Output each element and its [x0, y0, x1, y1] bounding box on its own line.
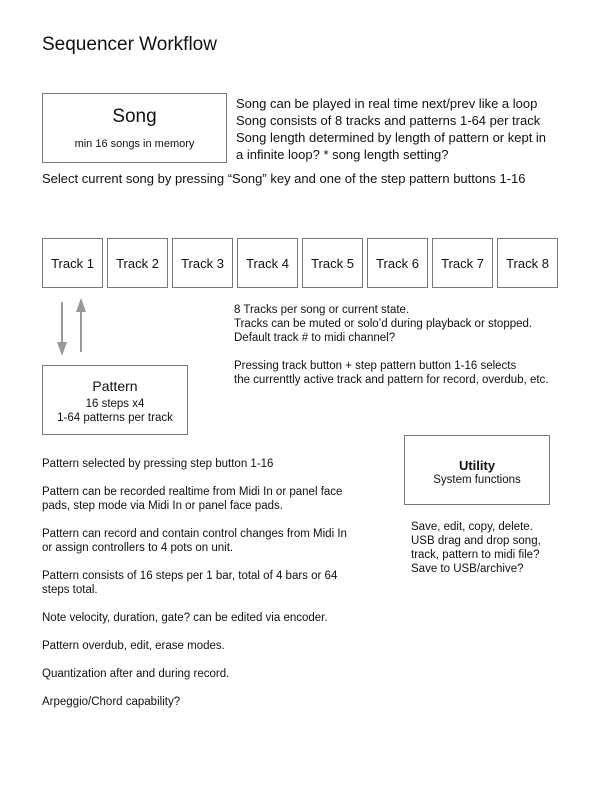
track-2-box: Track 2 — [107, 238, 168, 288]
track-8-box: Track 8 — [497, 238, 558, 288]
pattern-note: Pattern overdub, edit, erase modes. — [42, 640, 225, 652]
pattern-note: Pattern selected by pressing step button 1-16 — [42, 458, 274, 470]
track-note: Pressing track button + step pattern button 1-16 selects — [234, 360, 517, 372]
utility-note: USB drag and drop song, — [411, 535, 541, 547]
song-title: Song — [112, 106, 157, 127]
pattern-note: Pattern can record and contain control changes from Midi In or assign controllers to 4 pots on unit. — [42, 528, 347, 554]
song-notes — [236, 95, 596, 163]
track-note-spacer — [234, 345, 594, 359]
pattern-count: 1-64 patterns per track — [57, 412, 173, 424]
page-title: Sequencer Workflow — [42, 34, 217, 55]
pattern-steps: 16 steps x4 — [85, 398, 145, 410]
pattern-box — [42, 365, 188, 435]
down-arrow-icon — [57, 302, 67, 356]
track-note: the currenttly active track and pattern for record, overdub, etc. — [234, 374, 549, 386]
track-5-box: Track 5 — [302, 238, 363, 288]
utility-note: Save, edit, copy, delete. — [411, 521, 533, 533]
pattern-title: Pattern — [92, 378, 138, 394]
pattern-note: Quantization after and during record. — [42, 668, 230, 680]
track-6-box: Track 6 — [367, 238, 428, 288]
utility-note: Save to USB/archive? — [411, 563, 524, 575]
pattern-note: Arpeggio/Chord capability? — [42, 696, 181, 708]
track-7-box: Track 7 — [432, 238, 493, 288]
pattern-note: Pattern consists of 16 steps per 1 bar, total of 4 bars or 64 steps total. — [42, 570, 338, 596]
track-3-box: Track 3 — [172, 238, 233, 288]
song-select-instruction: Select current song by pressing “Song” key and one of the step pattern buttons 1-16 — [42, 171, 526, 186]
track-note: 8 Tracks per song or current state. — [234, 304, 410, 316]
song-note: Song length determined by length of pattern or kept in — [236, 130, 547, 145]
song-note: a infinite loop? * song length setting? — [236, 147, 449, 162]
song-note: Song consists of 8 tracks and patterns 1-64 per track — [236, 113, 541, 128]
up-arrow-icon — [76, 298, 86, 352]
song-note: Song can be played in real time next/prev like a loop — [236, 96, 538, 111]
utility-box — [404, 435, 550, 505]
track-note: Tracks can be muted or solo’d during playback or stopped. — [234, 318, 533, 330]
flow-arrows — [50, 296, 90, 358]
song-box — [42, 93, 227, 163]
track-1-box: Track 1 — [42, 238, 103, 288]
track-note: Default track # to midi channel? — [234, 332, 396, 344]
pattern-notes — [42, 457, 352, 723]
pattern-note: Pattern can be recorded realtime from Midi In or panel face pads, step mode via Midi In or panel face pads. — [42, 486, 343, 512]
song-subtitle: min 16 songs in memory — [74, 138, 195, 150]
utility-title: Utility — [458, 458, 496, 473]
utility-notes — [411, 520, 571, 576]
pattern-note: Note velocity, duration, gate? can be edited via encoder. — [42, 612, 328, 624]
track-4-box: Track 4 — [237, 238, 298, 288]
utility-subtitle: System functions — [433, 474, 521, 486]
utility-note: track, pattern to midi file? — [411, 549, 540, 561]
track-notes — [234, 303, 594, 387]
